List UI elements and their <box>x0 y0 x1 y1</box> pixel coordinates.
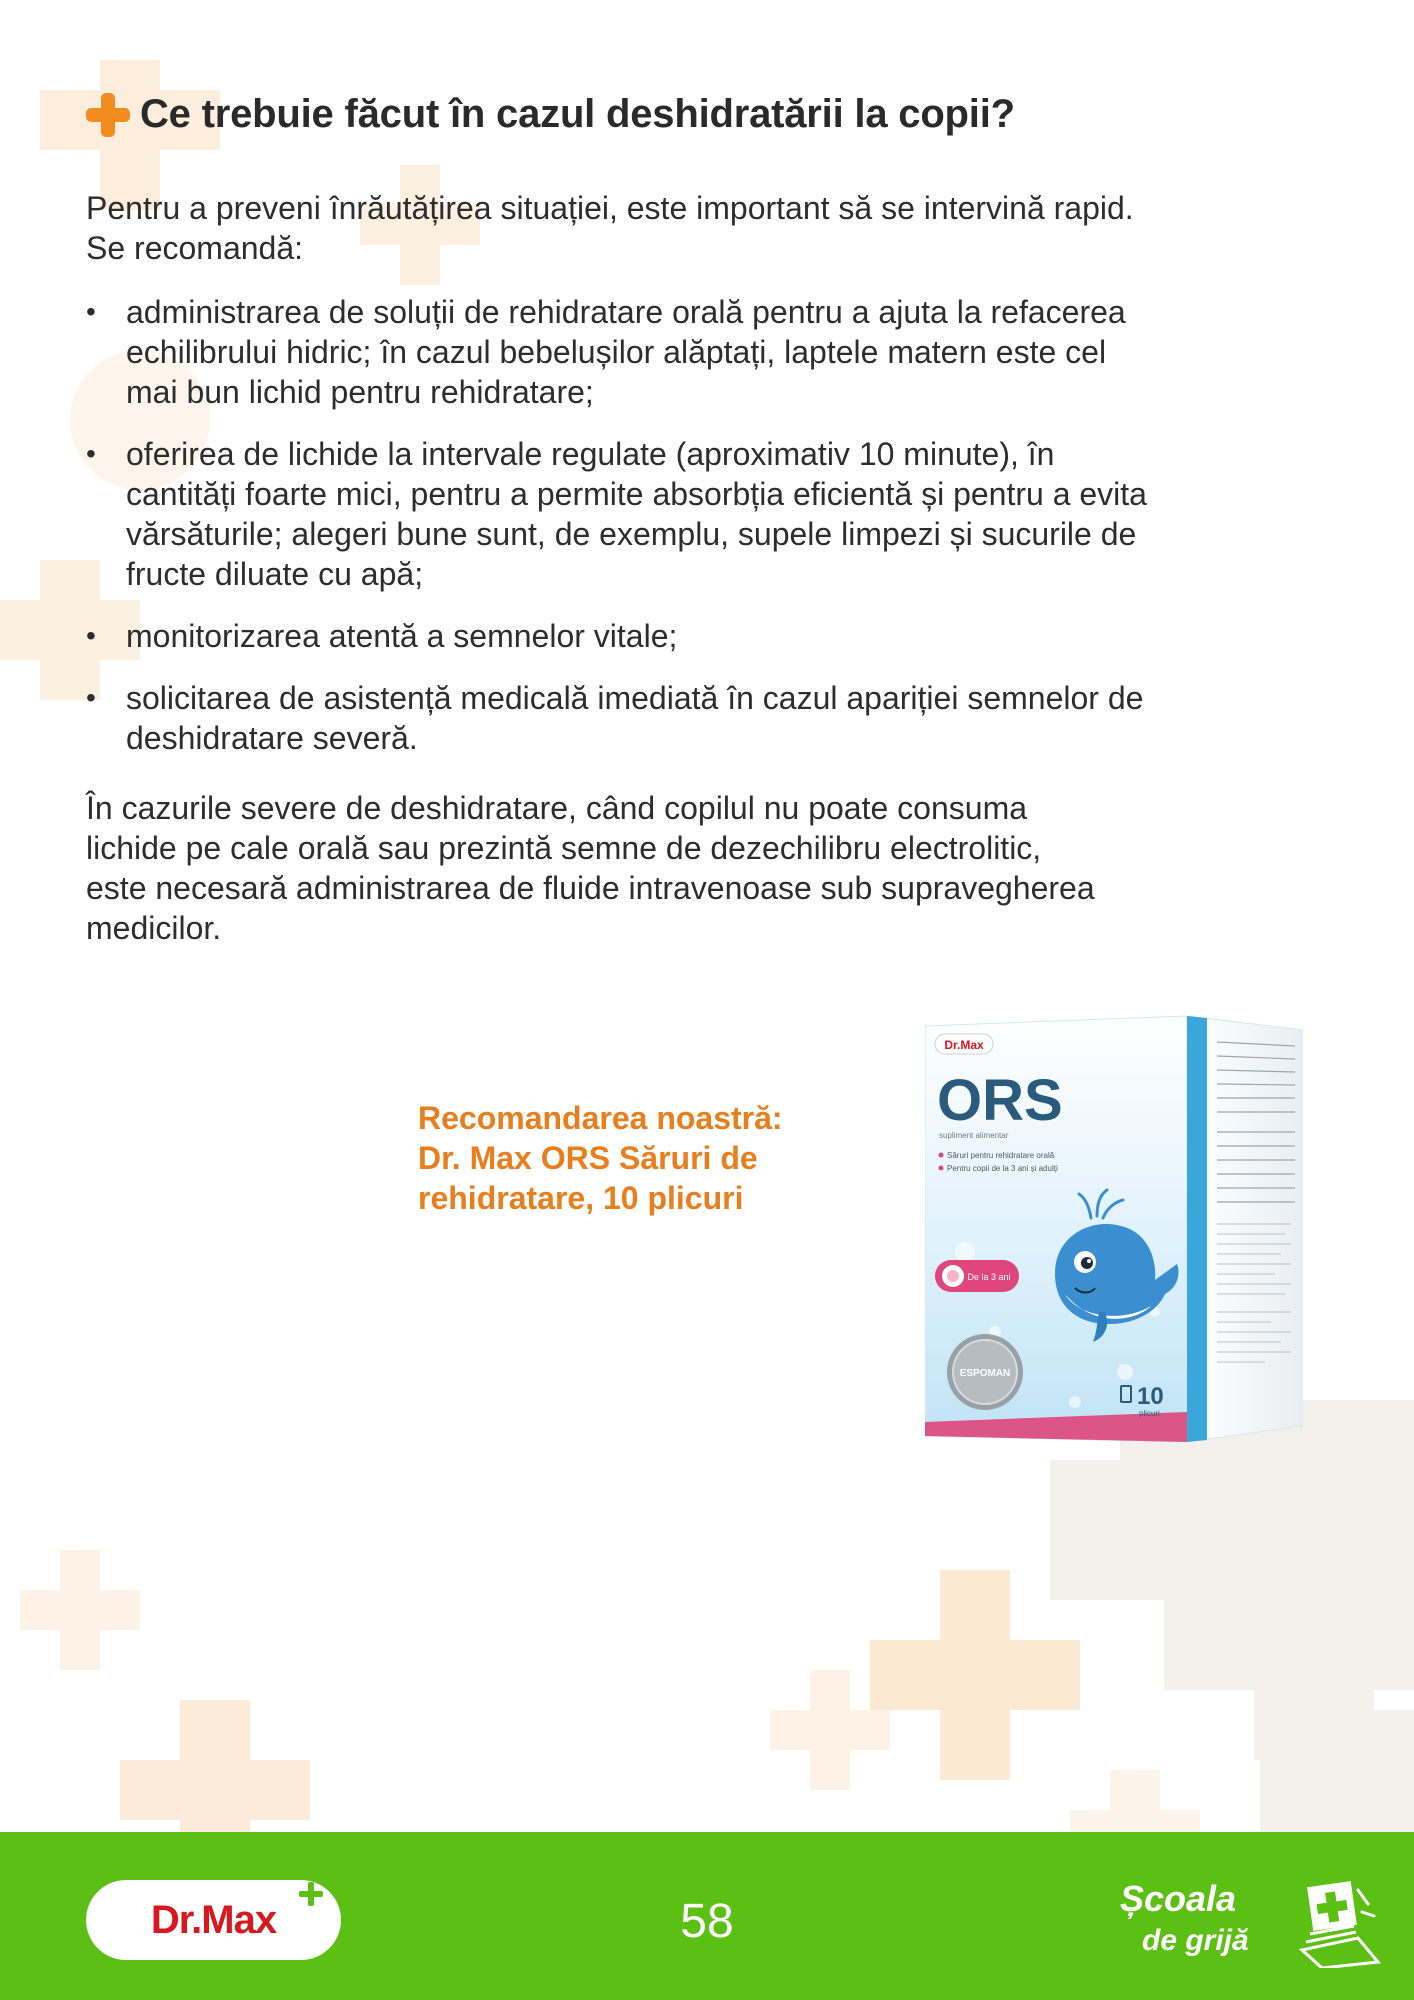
plus-icon <box>86 93 130 137</box>
recommendation-list <box>86 292 1336 780</box>
svg-text:De la 3 ani: De la 3 ani <box>967 1272 1011 1282</box>
svg-text:Dr.Max: Dr.Max <box>944 1038 984 1052</box>
brand-line-1: Școala <box>1120 1878 1237 1919</box>
brand-line-2: de grijă <box>1142 1924 1249 1957</box>
product-box-image <box>925 1012 1303 1442</box>
scoala-de-grija-logo <box>1118 1878 1378 1978</box>
logo-text: Dr.Max <box>150 1897 277 1942</box>
list-item: • administrarea de soluții de rehidratare orală pentru a ajuta la refacerea echilibrului hidric; în cazul bebelușilor alăptați, laptele matern este cel mai bun lichid pentru rehidratare; <box>86 292 1336 412</box>
closing-paragraph: În cazurile severe de deshidratare, când copilul nu poate consuma lichide pe cale orală sau prezintă semne de dezechilibru electrolitic, este necesară administrarea de fluide intravenoase sub supravegherea medicilor. <box>86 790 1095 946</box>
page-footer <box>0 1832 1414 2000</box>
list-item: • oferirea de lichide la intervale regulate (aproximativ 10 minute), în cantități foarte mici, pentru a permite absorbția eficientă și pentru a evita vărsăturile; alegeri bune sunt, de exemplu, supele limpezi și sucurile de fructe diluate cu apă; <box>86 434 1336 594</box>
intro-paragraph: Pentru a preveni înrăutățirea situației, este important să se intervină rapid. Se recomandă: <box>86 190 1134 266</box>
heading-title: Ce trebuie făcut în cazul deshidratării la copii? <box>140 92 1015 136</box>
svg-text:ORS: ORS <box>937 1068 1063 1133</box>
list-item: • solicitarea de asistență medicală imediată în cazul apariției semnelor de deshidratare severă. <box>86 678 1336 758</box>
book-plus-icon <box>1296 1878 1386 1968</box>
section-heading <box>86 92 1015 137</box>
svg-text:ESPOMAN: ESPOMAN <box>959 1368 1011 1379</box>
svg-text:supliment alimentar: supliment alimentar <box>939 1131 1009 1140</box>
product-recommendation: Recomandarea noastră: Dr. Max ORS Săruri de rehidratare, 10 plicuri <box>418 1100 783 1216</box>
list-item: • monitorizarea atentă a semnelor vitale; <box>86 616 1336 656</box>
svg-text:10: 10 <box>1137 1383 1164 1410</box>
svg-text:Pentru copii de la 3 ani și ad: Pentru copii de la 3 ani și adulți <box>947 1164 1058 1173</box>
svg-text:plicuri: plicuri <box>1139 1409 1160 1418</box>
svg-text:Săruri pentru rehidratare oral: Săruri pentru rehidratare orală <box>947 1151 1055 1160</box>
page-number: 58 <box>680 1895 734 1948</box>
